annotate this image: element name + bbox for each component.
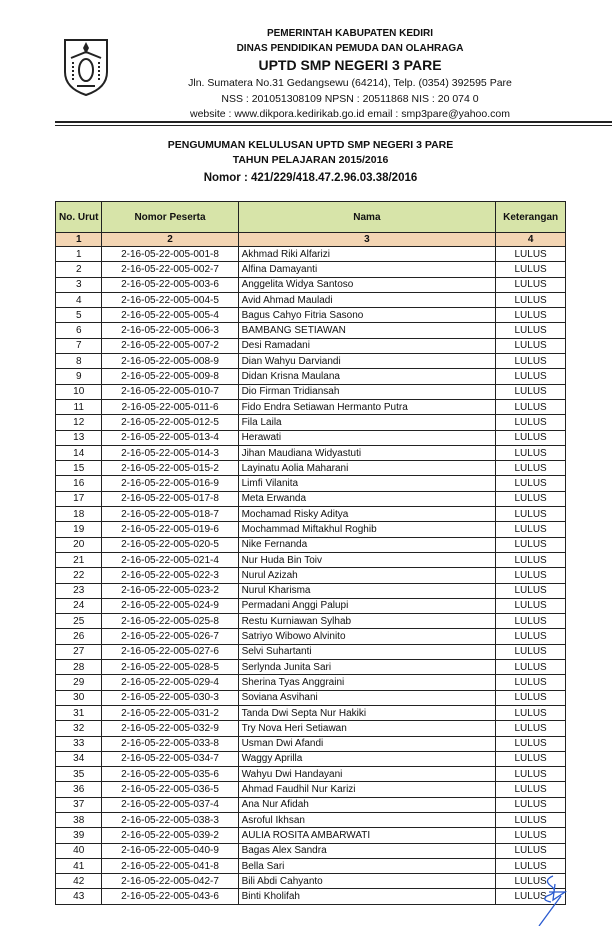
table-row bbox=[56, 415, 566, 430]
status: LULUS bbox=[496, 843, 566, 858]
participant-number: 2-16-05-22-005-013-4 bbox=[102, 430, 238, 445]
student-name: BAMBANG SETIAWAN bbox=[238, 323, 496, 338]
student-name: Bili Abdi Cahyanto bbox=[238, 874, 496, 889]
student-name: Mochammad Miftakhul Roghib bbox=[238, 522, 496, 537]
status: LULUS bbox=[496, 491, 566, 506]
table-row bbox=[56, 476, 566, 491]
status: LULUS bbox=[496, 552, 566, 567]
status: LULUS bbox=[496, 583, 566, 598]
table-row bbox=[56, 858, 566, 873]
table-row bbox=[56, 308, 566, 323]
table-header-row bbox=[56, 202, 566, 233]
participant-number: 2-16-05-22-005-022-3 bbox=[102, 568, 238, 583]
table-row bbox=[56, 338, 566, 353]
row-number: 26 bbox=[56, 629, 102, 644]
status: LULUS bbox=[496, 308, 566, 323]
header-nama: Nama bbox=[238, 202, 496, 233]
column-index: 3 bbox=[238, 233, 496, 247]
status: LULUS bbox=[496, 812, 566, 827]
status: LULUS bbox=[496, 751, 566, 766]
participant-number: 2-16-05-22-005-035-6 bbox=[102, 767, 238, 782]
table-row bbox=[56, 751, 566, 766]
table-row bbox=[56, 644, 566, 659]
row-number: 2 bbox=[56, 262, 102, 277]
table-row bbox=[56, 445, 566, 460]
participant-number: 2-16-05-22-005-027-6 bbox=[102, 644, 238, 659]
status: LULUS bbox=[496, 507, 566, 522]
student-name: Restu Kurniawan Sylhab bbox=[238, 614, 496, 629]
status: LULUS bbox=[496, 323, 566, 338]
row-number: 41 bbox=[56, 858, 102, 873]
header-no-urut: No. Urut bbox=[56, 202, 102, 233]
participant-number: 2-16-05-22-005-008-9 bbox=[102, 354, 238, 369]
participant-number: 2-16-05-22-005-031-2 bbox=[102, 705, 238, 720]
row-number: 21 bbox=[56, 552, 102, 567]
table-row bbox=[56, 874, 566, 889]
row-number: 1 bbox=[56, 247, 102, 262]
kabupaten-kediri-emblem-logo bbox=[63, 38, 109, 96]
status: LULUS bbox=[496, 338, 566, 353]
row-number: 23 bbox=[56, 583, 102, 598]
row-number: 25 bbox=[56, 614, 102, 629]
row-number: 20 bbox=[56, 537, 102, 552]
row-number: 17 bbox=[56, 491, 102, 506]
status: LULUS bbox=[496, 660, 566, 675]
table-row bbox=[56, 277, 566, 292]
table-row bbox=[56, 262, 566, 277]
participant-number: 2-16-05-22-005-012-5 bbox=[102, 415, 238, 430]
status: LULUS bbox=[496, 522, 566, 537]
student-name: Anggelita Widya Santoso bbox=[238, 277, 496, 292]
participant-number: 2-16-05-22-005-020-5 bbox=[102, 537, 238, 552]
table-row bbox=[56, 797, 566, 812]
row-number: 5 bbox=[56, 308, 102, 323]
signature-initials bbox=[535, 870, 585, 926]
status: LULUS bbox=[496, 858, 566, 873]
column-index: 4 bbox=[496, 233, 566, 247]
status: LULUS bbox=[496, 889, 566, 904]
table-row bbox=[56, 430, 566, 445]
row-number: 9 bbox=[56, 369, 102, 384]
header-keterangan: Keterangan bbox=[496, 202, 566, 233]
status: LULUS bbox=[496, 705, 566, 720]
row-number: 10 bbox=[56, 384, 102, 399]
student-name: Ana Nur Afidah bbox=[238, 797, 496, 812]
row-number: 30 bbox=[56, 690, 102, 705]
status: LULUS bbox=[496, 598, 566, 613]
school-address: Jln. Sumatera No.31 Gedangsewu (64214), Telp. (0354) 392595 Pare bbox=[188, 77, 512, 89]
student-name: Dio Firman Tridiansah bbox=[238, 384, 496, 399]
participant-number: 2-16-05-22-005-034-7 bbox=[102, 751, 238, 766]
participant-number: 2-16-05-22-005-024-9 bbox=[102, 598, 238, 613]
document-number: Nomor : 421/229/418.47.2.96.03.38/2016 bbox=[203, 172, 418, 184]
row-number: 35 bbox=[56, 767, 102, 782]
participant-number: 2-16-05-22-005-016-9 bbox=[102, 476, 238, 491]
student-name: Dian Wahyu Darviandi bbox=[238, 354, 496, 369]
participant-number: 2-16-05-22-005-006-3 bbox=[102, 323, 238, 338]
status: LULUS bbox=[496, 767, 566, 782]
status: LULUS bbox=[496, 782, 566, 797]
table-row bbox=[56, 675, 566, 690]
student-name: Fido Endra Setiawan Hermanto Putra bbox=[238, 399, 496, 414]
table-row bbox=[56, 461, 566, 476]
row-number: 11 bbox=[56, 399, 102, 414]
student-name: Waggy Aprilla bbox=[238, 751, 496, 766]
participant-number: 2-16-05-22-005-037-4 bbox=[102, 797, 238, 812]
letterhead-divider-thin bbox=[55, 125, 612, 126]
row-number: 37 bbox=[56, 797, 102, 812]
status: LULUS bbox=[496, 354, 566, 369]
student-name: Usman Dwi Afandi bbox=[238, 736, 496, 751]
participant-number: 2-16-05-22-005-018-7 bbox=[102, 507, 238, 522]
table-row bbox=[56, 721, 566, 736]
participant-number: 2-16-05-22-005-030-3 bbox=[102, 690, 238, 705]
column-index-row bbox=[56, 233, 566, 247]
row-number: 27 bbox=[56, 644, 102, 659]
student-name: Soviana Asvihani bbox=[238, 690, 496, 705]
student-name: Nurul Kharisma bbox=[238, 583, 496, 598]
participant-number: 2-16-05-22-005-010-7 bbox=[102, 384, 238, 399]
row-number: 24 bbox=[56, 598, 102, 613]
table-row bbox=[56, 537, 566, 552]
student-name: Desi Ramadani bbox=[238, 338, 496, 353]
row-number: 39 bbox=[56, 828, 102, 843]
status: LULUS bbox=[496, 675, 566, 690]
participant-number: 2-16-05-22-005-033-8 bbox=[102, 736, 238, 751]
status: LULUS bbox=[496, 277, 566, 292]
row-number: 28 bbox=[56, 660, 102, 675]
participant-number: 2-16-05-22-005-007-2 bbox=[102, 338, 238, 353]
status: LULUS bbox=[496, 247, 566, 262]
status: LULUS bbox=[496, 262, 566, 277]
row-number: 18 bbox=[56, 507, 102, 522]
status: LULUS bbox=[496, 476, 566, 491]
student-name: Akhmad Riki Alfarizi bbox=[238, 247, 496, 262]
status: LULUS bbox=[496, 537, 566, 552]
table-row bbox=[56, 247, 566, 262]
participant-number: 2-16-05-22-005-017-8 bbox=[102, 491, 238, 506]
status: LULUS bbox=[496, 445, 566, 460]
status: LULUS bbox=[496, 369, 566, 384]
column-index: 1 bbox=[56, 233, 102, 247]
table-row bbox=[56, 705, 566, 720]
status: LULUS bbox=[496, 614, 566, 629]
row-number: 31 bbox=[56, 705, 102, 720]
status: LULUS bbox=[496, 568, 566, 583]
row-number: 13 bbox=[56, 430, 102, 445]
row-number: 34 bbox=[56, 751, 102, 766]
participant-number: 2-16-05-22-005-036-5 bbox=[102, 782, 238, 797]
status: LULUS bbox=[496, 736, 566, 751]
status: LULUS bbox=[496, 690, 566, 705]
student-name: Tanda Dwi Septa Nur Hakiki bbox=[238, 705, 496, 720]
student-name: Jihan Maudiana Widyastuti bbox=[238, 445, 496, 460]
graduation-table bbox=[55, 201, 566, 905]
student-name: Try Nova Heri Setiawan bbox=[238, 721, 496, 736]
status: LULUS bbox=[496, 874, 566, 889]
table-row bbox=[56, 369, 566, 384]
row-number: 14 bbox=[56, 445, 102, 460]
table-row bbox=[56, 552, 566, 567]
student-name: Meta Erwanda bbox=[238, 491, 496, 506]
school-name: UPTD SMP NEGERI 3 PARE bbox=[258, 57, 442, 73]
participant-number: 2-16-05-22-005-026-7 bbox=[102, 629, 238, 644]
participant-number: 2-16-05-22-005-005-4 bbox=[102, 308, 238, 323]
student-name: Wahyu Dwi Handayani bbox=[238, 767, 496, 782]
table-row bbox=[56, 598, 566, 613]
student-name: Nur Huda Bin Toiv bbox=[238, 552, 496, 567]
table-row bbox=[56, 782, 566, 797]
student-name: Limfi Vilanita bbox=[238, 476, 496, 491]
table-row bbox=[56, 323, 566, 338]
row-number: 22 bbox=[56, 568, 102, 583]
participant-number: 2-16-05-22-005-029-4 bbox=[102, 675, 238, 690]
table-row bbox=[56, 354, 566, 369]
student-name: Bella Sari bbox=[238, 858, 496, 873]
letterhead-divider bbox=[55, 121, 612, 123]
status: LULUS bbox=[496, 461, 566, 476]
table-row bbox=[56, 690, 566, 705]
table-row bbox=[56, 384, 566, 399]
student-name: Satriyo Wibowo Alvinito bbox=[238, 629, 496, 644]
participant-number: 2-16-05-22-005-015-2 bbox=[102, 461, 238, 476]
status: LULUS bbox=[496, 415, 566, 430]
status: LULUS bbox=[496, 430, 566, 445]
row-number: 4 bbox=[56, 292, 102, 307]
department-name: DINAS PENDIDIKAN PEMUDA DAN OLAHRAGA bbox=[236, 43, 464, 54]
table-row bbox=[56, 491, 566, 506]
status: LULUS bbox=[496, 629, 566, 644]
student-name: Serlynda Junita Sari bbox=[238, 660, 496, 675]
student-name: Avid Ahmad Mauladi bbox=[238, 292, 496, 307]
table-row bbox=[56, 292, 566, 307]
student-name: Herawati bbox=[238, 430, 496, 445]
academic-year: TAHUN PELAJARAN 2015/2016 bbox=[232, 154, 389, 166]
row-number: 40 bbox=[56, 843, 102, 858]
row-number: 43 bbox=[56, 889, 102, 904]
student-name: Binti Kholifah bbox=[238, 889, 496, 904]
status: LULUS bbox=[496, 384, 566, 399]
row-number: 33 bbox=[56, 736, 102, 751]
participant-number: 2-16-05-22-005-041-8 bbox=[102, 858, 238, 873]
row-number: 29 bbox=[56, 675, 102, 690]
student-name: Bagas Alex Sandra bbox=[238, 843, 496, 858]
status: LULUS bbox=[496, 399, 566, 414]
student-name: Permadani Anggi Palupi bbox=[238, 598, 496, 613]
participant-number: 2-16-05-22-005-025-8 bbox=[102, 614, 238, 629]
participant-number: 2-16-05-22-005-043-6 bbox=[102, 889, 238, 904]
table-row bbox=[56, 399, 566, 414]
announcement-title: PENGUMUMAN KELULUSAN UPTD SMP NEGERI 3 PARE bbox=[167, 139, 454, 151]
header-nomor-peserta: Nomor Peserta bbox=[102, 202, 238, 233]
student-name: Didan Krisna Maulana bbox=[238, 369, 496, 384]
row-number: 32 bbox=[56, 721, 102, 736]
participant-number: 2-16-05-22-005-014-3 bbox=[102, 445, 238, 460]
row-number: 8 bbox=[56, 354, 102, 369]
row-number: 42 bbox=[56, 874, 102, 889]
table-row bbox=[56, 889, 566, 904]
participant-number: 2-16-05-22-005-028-5 bbox=[102, 660, 238, 675]
row-number: 38 bbox=[56, 812, 102, 827]
row-number: 12 bbox=[56, 415, 102, 430]
status: LULUS bbox=[496, 721, 566, 736]
table-row bbox=[56, 507, 566, 522]
student-name: Asroful Ikhsan bbox=[238, 812, 496, 827]
status: LULUS bbox=[496, 292, 566, 307]
row-number: 6 bbox=[56, 323, 102, 338]
student-name: Alfina Damayanti bbox=[238, 262, 496, 277]
participant-number: 2-16-05-22-005-040-9 bbox=[102, 843, 238, 858]
column-index: 2 bbox=[102, 233, 238, 247]
table-row bbox=[56, 767, 566, 782]
student-name: AULIA ROSITA AMBARWATI bbox=[238, 828, 496, 843]
participant-number: 2-16-05-22-005-038-3 bbox=[102, 812, 238, 827]
table-row bbox=[56, 828, 566, 843]
school-contact: website : www.dikpora.kedirikab.go.id email : smp3pare@yahoo.com bbox=[190, 108, 510, 120]
student-name: Nike Fernanda bbox=[238, 537, 496, 552]
participant-number: 2-16-05-22-005-009-8 bbox=[102, 369, 238, 384]
participant-number: 2-16-05-22-005-023-2 bbox=[102, 583, 238, 598]
row-number: 7 bbox=[56, 338, 102, 353]
participant-number: 2-16-05-22-005-039-2 bbox=[102, 828, 238, 843]
status: LULUS bbox=[496, 644, 566, 659]
table-row bbox=[56, 522, 566, 537]
participant-number: 2-16-05-22-005-019-6 bbox=[102, 522, 238, 537]
row-number: 15 bbox=[56, 461, 102, 476]
participant-number: 2-16-05-22-005-042-7 bbox=[102, 874, 238, 889]
student-name: Nurul Azizah bbox=[238, 568, 496, 583]
student-name: Bagus Cahyo Fitria Sasono bbox=[238, 308, 496, 323]
participant-number: 2-16-05-22-005-001-8 bbox=[102, 247, 238, 262]
table-row bbox=[56, 660, 566, 675]
table-row bbox=[56, 614, 566, 629]
school-ids: NSS : 201051308109 NPSN : 20511868 NIS : 20 074 0 bbox=[221, 93, 479, 105]
row-number: 19 bbox=[56, 522, 102, 537]
participant-number: 2-16-05-22-005-011-6 bbox=[102, 399, 238, 414]
participant-number: 2-16-05-22-005-003-6 bbox=[102, 277, 238, 292]
student-name: Mochamad Risky Aditya bbox=[238, 507, 496, 522]
row-number: 16 bbox=[56, 476, 102, 491]
row-number: 36 bbox=[56, 782, 102, 797]
table-row bbox=[56, 568, 566, 583]
student-name: Selvi Suhartanti bbox=[238, 644, 496, 659]
table-row bbox=[56, 812, 566, 827]
status: LULUS bbox=[496, 828, 566, 843]
row-number: 3 bbox=[56, 277, 102, 292]
status: LULUS bbox=[496, 797, 566, 812]
government-name: PEMERINTAH KABUPATEN KEDIRI bbox=[266, 28, 434, 39]
table-row bbox=[56, 843, 566, 858]
student-name: Fila Laila bbox=[238, 415, 496, 430]
participant-number: 2-16-05-22-005-004-5 bbox=[102, 292, 238, 307]
student-name: Ahmad Faudhil Nur Karizi bbox=[238, 782, 496, 797]
participant-number: 2-16-05-22-005-002-7 bbox=[102, 262, 238, 277]
participant-number: 2-16-05-22-005-021-4 bbox=[102, 552, 238, 567]
table-row bbox=[56, 736, 566, 751]
table-row bbox=[56, 583, 566, 598]
table-row bbox=[56, 629, 566, 644]
student-name: Sherina Tyas Anggraini bbox=[238, 675, 496, 690]
student-name: Layinatu Aolia Maharani bbox=[238, 461, 496, 476]
participant-number: 2-16-05-22-005-032-9 bbox=[102, 721, 238, 736]
